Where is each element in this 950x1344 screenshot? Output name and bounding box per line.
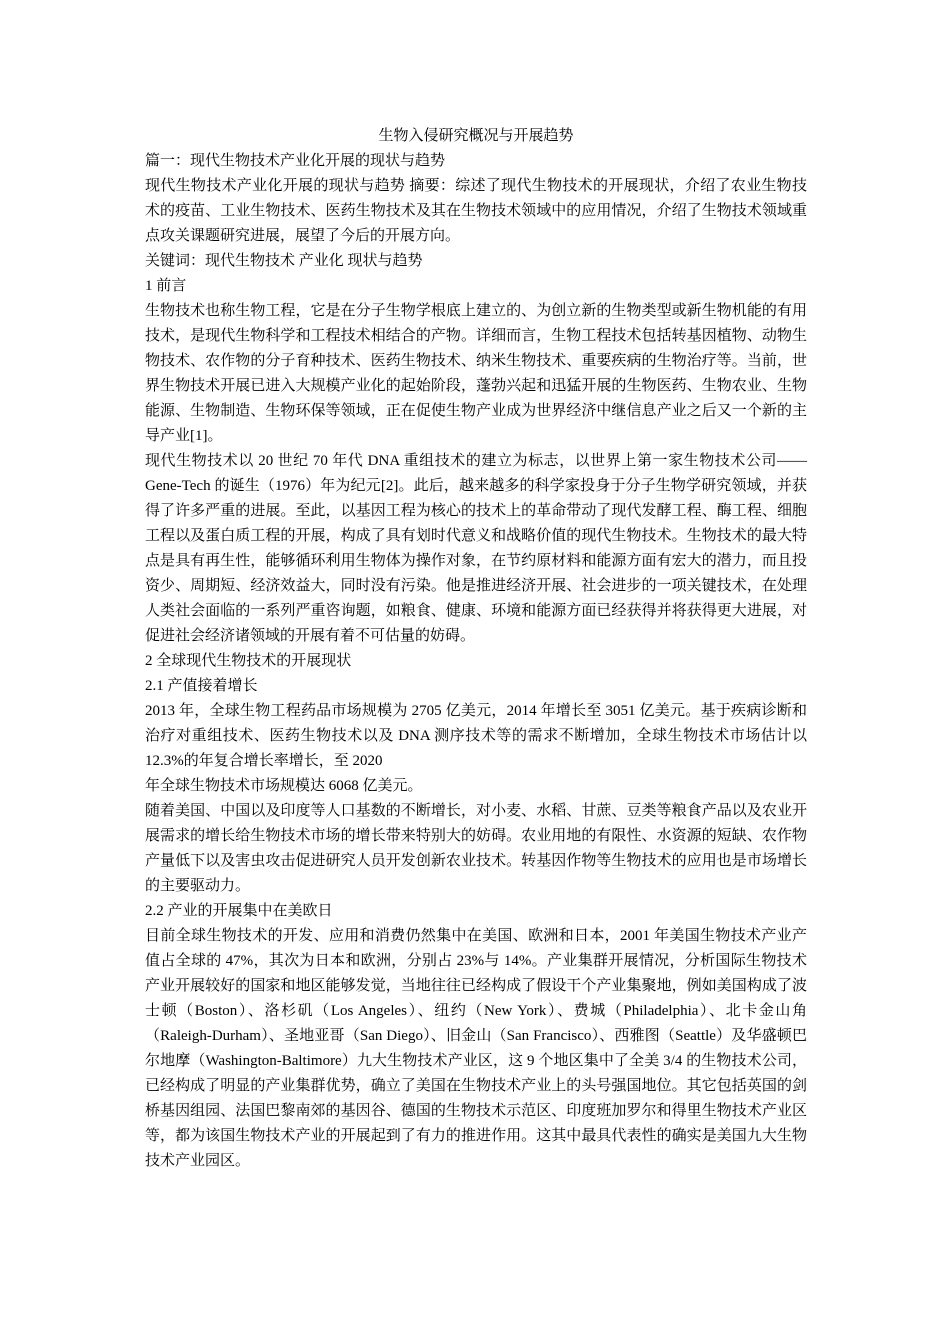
- body-paragraph: 2013 年，全球生物工程药品市场规模为 2705 亿美元，2014 年增长至 3051 亿美元。基于疾病诊断和治疗对重组技术、医药生物技术以及 DNA 测序技术等的需求不断增加，全球生物技术市场估计以 12.3%的年复合增长率增长，至 2020: [145, 703, 807, 769]
- subsection-heading-2-1: 2.1 产值接着增长: [145, 678, 258, 694]
- document-title: 生物入侵研究概况与开展趋势: [378, 128, 574, 144]
- body-paragraph: 随着美国、中国以及印度等人口基数的不断增长，对小麦、水稻、甘蔗、豆类等粮食产品以及农业开展需求的增长给生物技术市场的增长带来特别大的妨碍。农业用地的有限性、水资源的短缺、农作物产量低下以及害虫攻击促进研究人员开发创新农业技术。转基因作物等生物技术的应用也是市场增长的主要驱动力。: [145, 803, 807, 894]
- section-heading-2: 2 全球现代生物技术的开展现状: [145, 653, 352, 669]
- body-paragraph: 现代生物技术以 20 世纪 70 年代 DNA 重组技术的建立为标志，以世界上第一家生物技术公司——Gene-Tech 的诞生（1976）年为纪元[2]。此后，越来越多的科学家投身于分子生物学研究领域，并获得了许多严重的进展。至此，以基因工程为核心的技术上的革命带动了现代发酵工程、酶工程、细胞工程以及蛋白质工程的开展，构成了具有划时代意义和战略价值的现代生物技术。生物技术的最大特点是具有再生性，能够循环利用生物体为操作对象，在节约原材料和能源方面有宏大的潜力，而且投资少、周期短、经济效益大，同时没有污染。他是推进经济开展、社会进步的一项关键技术，在处理人类社会面临的一系列严重咨询题，如粮食、健康、环境和能源方面已经获得并将获得更大进展，对促进社会经济诸领域的开展有着不可估量的妨碍。: [145, 453, 807, 644]
- document-body: [145, 124, 807, 1174]
- subsection-heading-2-2: 2.2 产业的开展集中在美欧日: [145, 903, 333, 919]
- article-heading: 篇一：现代生物技术产业化开展的现状与趋势: [145, 153, 446, 169]
- body-paragraph: 生物技术也称生物工程，它是在分子生物学根底上建立的、为创立新的生物类型或新生物机能的有用技术，是现代生物科学和工程技术相结合的产物。详细而言，生物工程技术包括转基因植物、动物生物技术、农作物的分子育种技术、医药生物技术、纳米生物技术、重要疾病的生物治疗等。当前，世界生物技术开展已进入大规模产业化的起始阶段，蓬勃兴起和迅猛开展的生物医药、生物农业、生物能源、生物制造、生物环保等领域，正在促使生物产业成为世界经济中继信息产业之后又一个新的主导产业[1]。: [145, 303, 807, 444]
- body-paragraph: 目前全球生物技术的开发、应用和消费仍然集中在美国、欧洲和日本，2001 年美国生物技术产业产值占全球的 47%，其次为日本和欧洲，分别占 23%与 14%。产业集群开展情况，分析国际生物技术产业开展较好的国家和地区能够发觉，当地往往已经构成了假设干个产业集聚地，例如美国构成了波士顿（Boston）、洛杉矶（Los Angeles）、纽约（New York）、费城（Philadelphia）、北卡金山角（Raleigh-Durham）、圣地亚哥（San Diego）、旧金山（San Francisco）、西雅图（Seattle）及华盛顿巴尔地摩（Washington-Baltimore）九大生物技术产业区，这 9 个地区集中了全美 3/4 的生物技术公司，已经构成了明显的产业集群优势，确立了美国在生物技术产业上的头号强国地位。其它包括英国的剑桥基因组园、法国巴黎南郊的基因谷、德国的生物技术示范区、印度班加罗尔和得里生物技术产业区等，都为该国生物技术产业的开展起到了有力的推进作用。这其中最具代表性的确实是美国九大生物技术产业园区。: [145, 928, 807, 1169]
- body-paragraph-continuation: 年全球生物技术市场规模达 6068 亿美元。: [145, 778, 423, 794]
- abstract-paragraph: 现代生物技术产业化开展的现状与趋势 摘要：综述了现代生物技术的开展现状，介绍了农业生物技术的疫苗、工业生物技术、医药生物技术及其在生物技术领域中的应用情况，介绍了生物技术领域重点攻关课题研究进展，展望了今后的开展方向。: [145, 178, 807, 244]
- keywords-line: 关键词：现代生物技术 产业化 现状与趋势: [145, 253, 423, 269]
- section-heading-1: 1 前言: [145, 278, 187, 294]
